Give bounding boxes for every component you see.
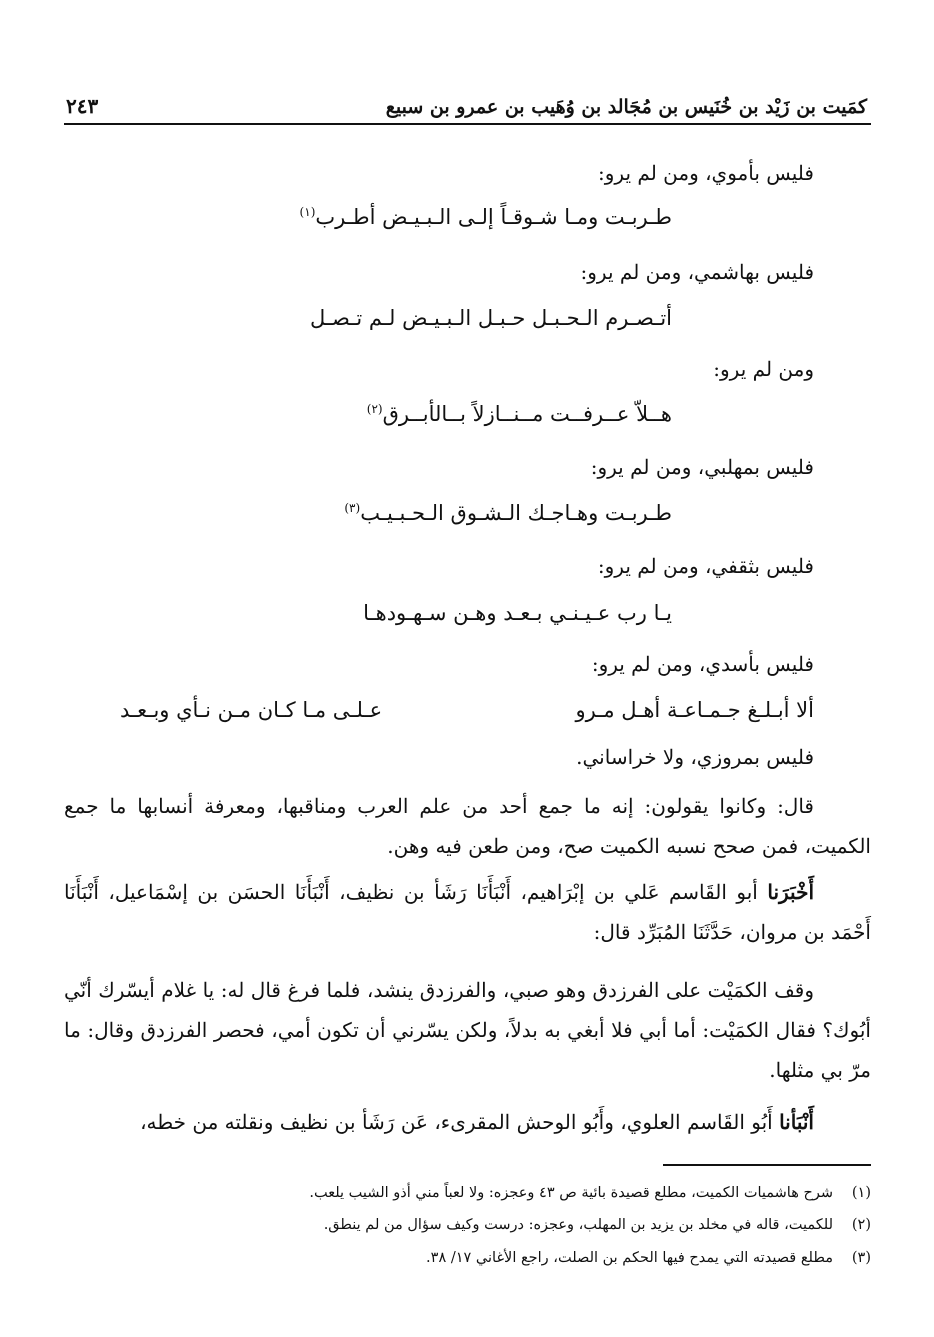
paragraph-2 (64, 872, 871, 952)
paragraph-3 (64, 970, 871, 1090)
verse-text-1: طـربـت ومـا شـوقـاً إلـى الـبـيـض أطـرب (315, 205, 672, 229)
prose-line-6: فليس بأسدي، ومن لم يرو: (591, 652, 814, 676)
paragraph-1 (64, 786, 871, 866)
footnote-number: (٢) (851, 1217, 871, 1233)
footnote-3 (426, 1251, 871, 1266)
verse-line-5 (363, 603, 672, 624)
footnote-ref-2: (٢) (366, 402, 383, 416)
verse-line-1 (300, 206, 672, 228)
verse-text-5: يـا رب عـيـنـي بـعـد وهـن سـهـودهـا (363, 601, 672, 625)
footnote-rule (663, 1164, 871, 1166)
prose-line-4: فليس بمهلبي، ومن لم يرو: (590, 455, 814, 479)
footnote-number: (١) (851, 1185, 871, 1201)
paragraph-1-text: قال: وكانوا يقولون: إنه ما جمع أحد من علم العرب ومناقبها، ومعرفة أنسابها ما جمع الكميت، فمن صحح نسبه الكميت صح، ومن طعن فيه وهن. (64, 794, 871, 858)
verse-line-6 (120, 698, 814, 722)
footnote-text: شرح هاشميات الكميت، مطلع قصيدة بائية ص ٤٣ وعجزه: ولا لعباً مني أذو الشيب يلعب. (309, 1185, 833, 1201)
verse-hemistich-b: عـلـى مـا كـان مـن نـأي وبـعـد (120, 698, 383, 722)
paragraph-2-text: أبو القَاسم عَلي بن إبْرَاهيم، أَنْبَأَنَا رَشَأ بن نظيف، أَنْبَأَنَا الحسَن بن إسْمَاعيل، أَنْبَأَنَا أَحْمَد بن مروان، حَدَّثَنَا المُبَرِّد قال: (64, 880, 871, 944)
verse-line-3 (367, 403, 672, 425)
verse-text-2: أتـصـرم الـحـبـل حـبـل الـبـيـض لـم تـصـل (309, 306, 672, 330)
verse-line-2 (310, 308, 672, 329)
footnote-ref-3: (٣) (344, 501, 361, 515)
page-number: ٢٤٣ (66, 94, 99, 118)
footnote-1 (309, 1186, 871, 1201)
verse-text-3: هــلاّ عــرفــت مــنــازلاً بــالأبــرق (382, 402, 672, 426)
prose-line-1: فليس بأموي، ومن لم يرو: (598, 161, 814, 185)
paragraph-4 (64, 1102, 871, 1142)
running-title: كمَيت بن زَيْد بن خُنَيس بن مُجَالد بن وُهَيب بن عمرو بن سبيع (385, 96, 867, 118)
footnote-number: (٣) (851, 1250, 871, 1266)
paragraph-3-text: وقف الكمَيْت على الفرزدق وهو صبي، والفرزدق ينشد، فلما فرغ قال له: يا غلام أيسّرك أنّي أبُوك؟ فقال الكمَيْت: أما أبي فلا أبغي به بدلاً، ولكن يسّرني أن تكون أمي، فحصر الفرزدق وقال: ما مرّ بي مثلها. (64, 978, 871, 1082)
header-rule (64, 123, 871, 125)
running-header (66, 84, 867, 118)
isnad-lead-2: أَنْبَأنا (779, 1110, 814, 1134)
footnote-text: مطلع قصيدته التي يمدح فيها الحكم بن الصلت، راجع الأغاني ١٧/ ٣٨. (426, 1250, 833, 1266)
isnad-lead-1: أَخْبَرَنا (767, 880, 814, 904)
prose-line-2: فليس بهاشمي، ومن لم يرو: (580, 260, 814, 284)
verse-line-4 (344, 502, 672, 524)
prose-line-7: فليس بمروزي، ولا خراساني. (576, 745, 814, 769)
footnote-text: للكميت، قاله في مخلد بن يزيد بن المهلب، وعجزه: درست وكيف سؤال من لم ينطق. (323, 1217, 833, 1233)
verse-text-4: طـربـت وهـاجـك الـشـوق الـحـبـيـب (360, 501, 672, 525)
paragraph-4-text: أَبُو القَاسم العلوي، وأَبُو الوحش المقرىء، عَن رَشَأ بن نظيف ونقلته من خطه، (140, 1110, 773, 1134)
prose-line-5: فليس بثقفي، ومن لم يرو: (597, 554, 814, 578)
footnote-2 (324, 1218, 871, 1233)
footnote-ref-1: (١) (299, 205, 316, 219)
verse-hemistich-a: ألا أبـلـغ جـمـاعـة أهـل مـرو (575, 698, 814, 722)
prose-line-3: ومن لم يرو: (713, 357, 814, 381)
